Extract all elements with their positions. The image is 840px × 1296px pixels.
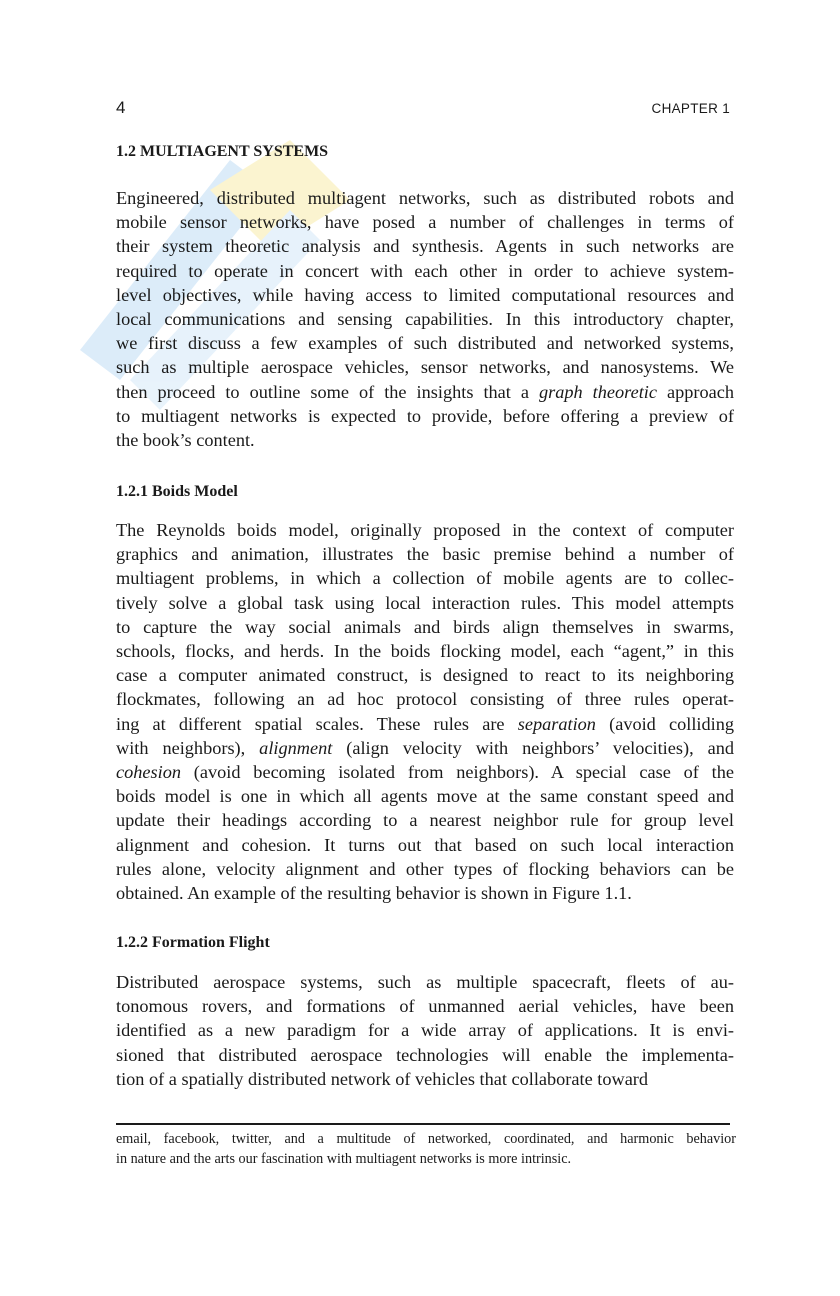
- text-line: Engineered, distributed multiagent networks, such as distributed robots and: [116, 188, 734, 208]
- text-line: schools, flocks, and herds. In the boids flocking model, each “agent,” in this: [116, 641, 734, 662]
- footnote: [116, 1129, 736, 1169]
- emphasized-term: separation: [517, 713, 596, 734]
- text-line: to multiagent networks is expected to provide, before offering a preview of: [116, 405, 734, 426]
- text-run: (avoid becoming isolated from neighbors). A special case of the: [180, 762, 734, 783]
- text-line: obtained. An example of the resulting behavior is shown in Figure 1.1.: [116, 883, 632, 904]
- text-line: such as multiple aerospace vehicles, sensor networks, and nanosystems. We: [116, 357, 734, 378]
- intro-paragraph: [116, 186, 734, 452]
- formation-heading: 1.2.2 Formation Flight: [116, 934, 270, 951]
- formation-paragraph: [116, 970, 734, 1091]
- text-line: [116, 380, 734, 404]
- text-line: boids model is one in which all agents move at the same constant speed and: [116, 786, 734, 807]
- text-line: required to operate in concert with each other in order to achieve system-: [116, 260, 734, 281]
- text-line: identified as a new paradigm for a wide array of applications. It is envi-: [116, 1020, 734, 1041]
- text-line: to capture the way social animals and birds align themselves in swarms,: [116, 616, 734, 637]
- text-run: ing at different spatial scales. These rules are: [116, 713, 518, 734]
- text-line: email, facebook, twitter, and a multitude of networked, coordinated, and harmonic behavior: [116, 1131, 736, 1147]
- boids-heading: 1.2.1 Boids Model: [116, 483, 238, 500]
- text-line: Distributed aerospace systems, such as multiple spacecraft, fleets of au-: [116, 972, 734, 992]
- text-line: level objectives, while having access to limited computational resources and: [116, 284, 734, 305]
- chapter-label: CHAPTER 1: [651, 101, 730, 116]
- text-line: the book’s content.: [116, 430, 255, 451]
- text-line: we first discuss a few examples of such distributed and networked systems,: [116, 333, 734, 354]
- text-line: mobile sensor networks, have posed a number of challenges in terms of: [116, 212, 734, 233]
- text-line: The Reynolds boids model, originally proposed in the context of computer: [116, 520, 734, 540]
- text-line: local communications and sensing capabilities. In this introductory chapter,: [116, 309, 734, 330]
- text-line: update their headings according to a nearest neighbor rule for group level: [116, 810, 734, 831]
- text-line: rules alone, velocity alignment and other types of flocking behaviors can be: [116, 858, 734, 879]
- running-head: [116, 98, 730, 122]
- text-line: [116, 760, 734, 784]
- text-line: their system theoretic analysis and synthesis. Agents in such networks are: [116, 236, 734, 257]
- text-line: multiagent problems, in which a collection of mobile agents are to collec-: [116, 568, 734, 589]
- text-line: sioned that distributed aerospace technologies will enable the implementa-: [116, 1044, 734, 1065]
- emphasized-term: alignment: [259, 737, 333, 758]
- text-line: alignment and cohesion. It turns out that based on such local interaction: [116, 834, 734, 855]
- boids-paragraph: [116, 518, 734, 905]
- text-line: graphics and animation, illustrates the basic premise behind a number of: [116, 544, 734, 565]
- text-run: with neighbors),: [116, 737, 260, 758]
- text-line: tonomous rovers, and formations of unmanned aerial vehicles, have been: [116, 996, 734, 1017]
- footnote-divider: [116, 1123, 730, 1125]
- text-line: tion of a spatially distributed network of vehicles that collaborate toward: [116, 1068, 649, 1089]
- text-line: in nature and the arts our fascination with multiagent networks is more intrinsic.: [116, 1151, 572, 1167]
- text-line: flockmates, following an ad hoc protocol consisting of three rules operat-: [116, 689, 734, 710]
- page-number: 4: [116, 98, 126, 117]
- text-line: case a computer animated construct, is designed to react to its neighboring: [116, 665, 734, 686]
- text-line: [116, 712, 734, 736]
- section-heading: 1.2 MULTIAGENT SYSTEMS: [116, 143, 329, 160]
- text-line: tively solve a global task using local interaction rules. This model attempts: [116, 592, 734, 613]
- text-run: approach: [656, 381, 734, 402]
- text-line: [116, 736, 734, 760]
- text-run: then proceed to outline some of the insights that a: [116, 381, 539, 402]
- emphasized-term: graph theoretic: [539, 381, 657, 402]
- emphasized-term: cohesion: [116, 762, 181, 783]
- text-run: (align velocity with neighbors’ velocities), and: [332, 737, 734, 758]
- text-run: (avoid colliding: [595, 713, 734, 734]
